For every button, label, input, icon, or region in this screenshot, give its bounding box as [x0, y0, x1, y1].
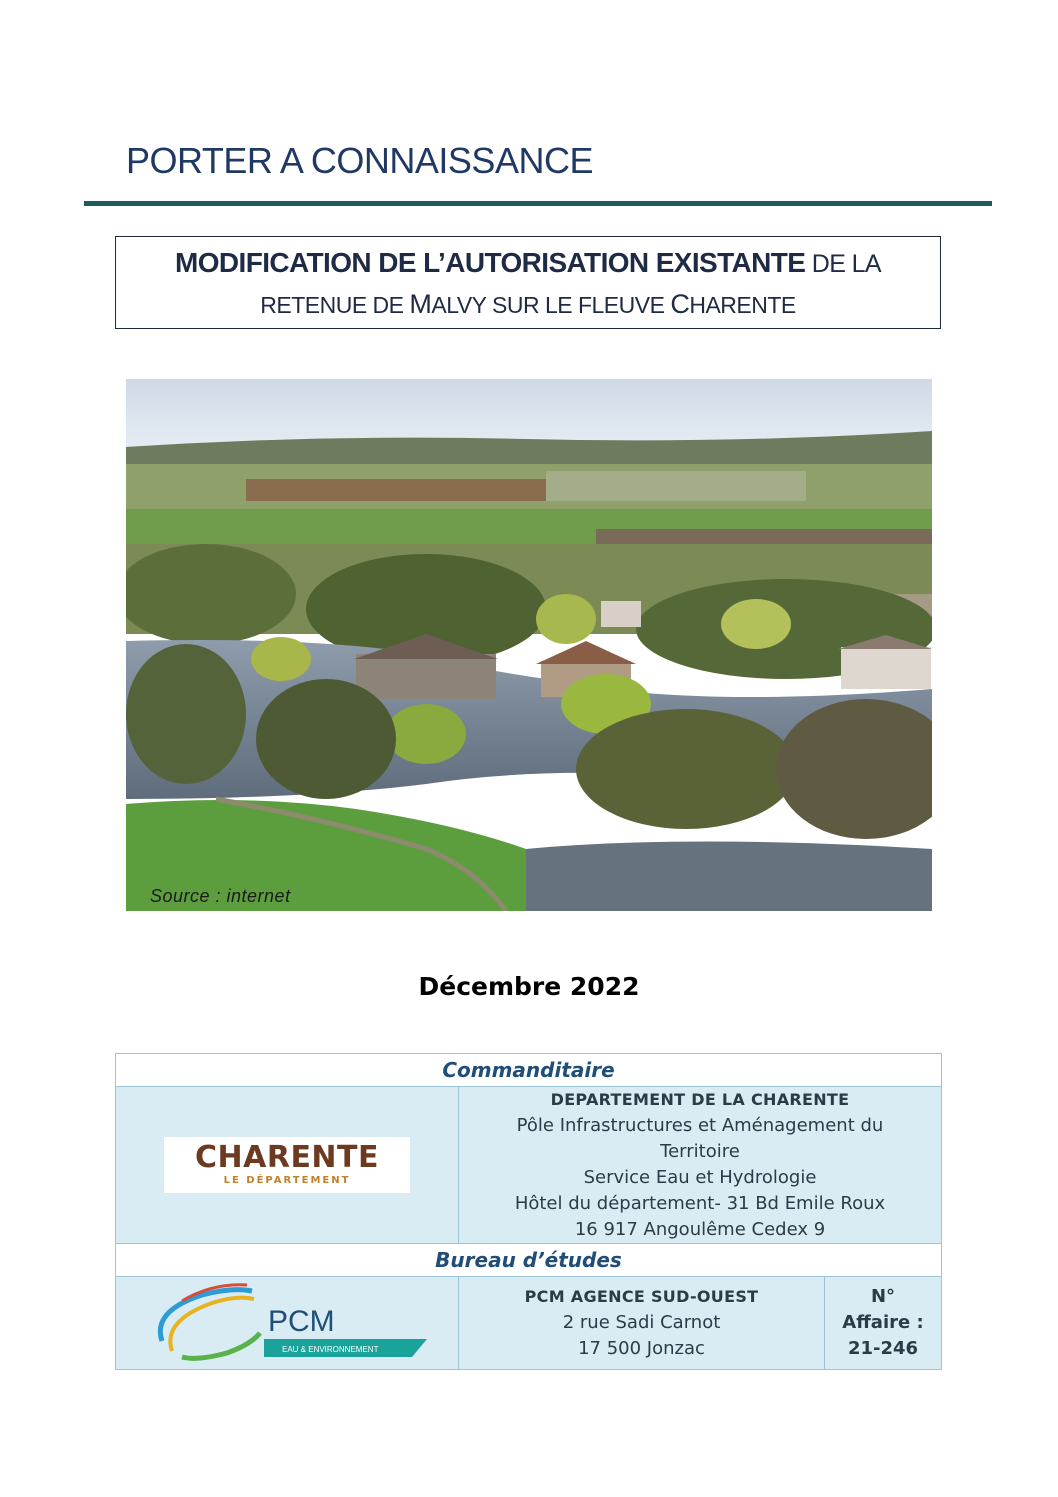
consultant-address-line: 2 rue Sadi Carnot: [562, 1312, 721, 1333]
subject-line-2: [116, 289, 940, 320]
affaire-value: 21-246: [847, 1338, 919, 1359]
stakeholders-table: [115, 1053, 942, 1370]
subject-bold-text: MODIFICATION DE L’AUTORISATION EXISTANTE: [175, 247, 806, 278]
consultant-address-line: 17 500 Jonzac: [578, 1338, 705, 1359]
charente-logo-name: CHARENTE: [195, 1140, 379, 1175]
subject-line-2-part-d: C: [670, 289, 690, 319]
client-address-line: Hôtel du département- 31 Bd Emile Roux: [514, 1193, 886, 1214]
subject-line-2-part-e: HARENTE: [689, 292, 796, 318]
client-address-line: Service Eau et Hydrologie: [583, 1167, 817, 1188]
affaire-label: Affaire :: [842, 1312, 924, 1333]
landscape-illustration: [126, 379, 932, 911]
charente-logo-subtitle: LE DÉPARTEMENT: [223, 1175, 351, 1186]
affaire-label-no: N°: [870, 1286, 896, 1307]
document-date: Décembre 2022: [418, 972, 640, 1001]
pcm-logo-name: PCM: [268, 1305, 335, 1338]
affaire-number: [825, 1277, 942, 1370]
client-address-line: Pôle Infrastructures et Aménagement du: [516, 1115, 884, 1136]
subject-line-2-part-a: RETENUE DE: [260, 292, 410, 318]
consultant-org-name: PCM AGENCE SUD-OUEST: [524, 1287, 759, 1306]
landscape-photo: [126, 379, 932, 911]
consultant-logo-cell: [116, 1277, 459, 1370]
subject-line-1: [116, 247, 940, 279]
client-address: [459, 1087, 942, 1244]
subject-line-2-part-b: M: [409, 289, 432, 319]
pcm-logo: [142, 1281, 432, 1365]
subject-line-1-rest: DE LA: [805, 250, 881, 278]
pcm-logo-tagline: EAU & ENVIRONNEMENT: [282, 1345, 379, 1354]
consultant-address: [459, 1277, 825, 1370]
client-header: Commanditaire: [116, 1054, 942, 1087]
table-row: [116, 1054, 942, 1087]
title-divider: [84, 201, 992, 206]
photo-credit: Source : internet: [150, 886, 291, 906]
client-address-line: Territoire: [660, 1141, 740, 1162]
table-row: [116, 1087, 942, 1244]
client-org-name: DEPARTEMENT DE LA CHARENTE: [550, 1090, 850, 1109]
document-title: PORTER A CONNAISSANCE: [126, 140, 593, 181]
subject-line-2-part-c: ALVY SUR LE FLEUVE: [431, 292, 671, 318]
consultant-header: Bureau d’études: [116, 1244, 942, 1277]
table-row: [116, 1244, 942, 1277]
subject-box: [115, 236, 941, 329]
table-row: [116, 1277, 942, 1370]
charente-logo: [164, 1137, 410, 1193]
client-address-line: 16 917 Angoulême Cedex 9: [574, 1219, 826, 1240]
client-logo-cell: [116, 1087, 459, 1244]
